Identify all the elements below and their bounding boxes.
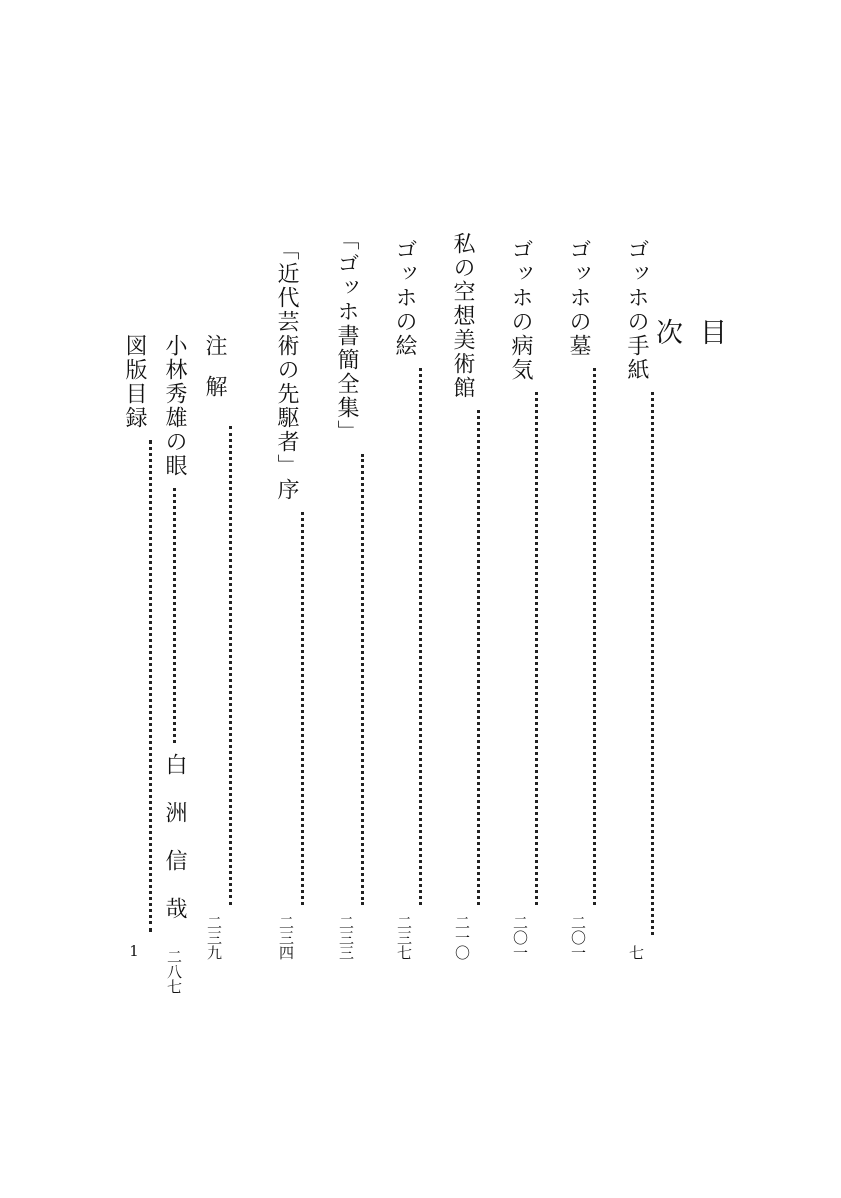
toc-entry-title: 私の空想美術館	[450, 232, 475, 400]
toc-entry[interactable]	[328, 228, 364, 960]
toc-entry-title: 図版目録	[122, 334, 147, 430]
toc-entry-page: 二三四	[277, 915, 295, 960]
dot-leader	[149, 440, 152, 932]
toc-entry-title: ゴッホの手紙	[624, 238, 649, 382]
dot-leader	[535, 392, 538, 905]
dot-leader	[229, 426, 232, 905]
dot-leader	[419, 368, 422, 905]
dot-leader	[651, 392, 654, 935]
toc-entry-author: 白洲信哉	[162, 753, 187, 945]
toc-entry-title: ゴッホの墓	[566, 238, 591, 358]
toc-entry[interactable]	[156, 334, 192, 994]
dot-leader	[361, 454, 364, 905]
toc-entry-title: 注解	[202, 334, 227, 416]
toc-entry-title: 小林秀雄の眼	[162, 334, 187, 478]
toc-entry[interactable]	[268, 238, 304, 960]
toc-entry-page: 二三七	[395, 915, 413, 960]
toc-entry-title: 「近代芸術の先駆者」序	[274, 238, 299, 502]
dot-leader	[477, 410, 480, 905]
toc-entry[interactable]	[196, 334, 232, 960]
toc-entry-page: 七	[627, 945, 645, 960]
toc-entry-title: 「ゴッホ書簡全集」	[334, 228, 359, 444]
dot-leader	[173, 488, 176, 743]
toc-entry[interactable]	[560, 238, 596, 960]
dot-leader	[301, 512, 304, 905]
toc-entry[interactable]	[116, 334, 152, 960]
toc-entry[interactable]	[386, 238, 422, 960]
toc-entry-page: 1	[125, 942, 143, 960]
toc-entry-page: 二〇一	[569, 915, 587, 960]
toc-entry-page: 二三三	[337, 915, 355, 960]
page-heading: 目次	[651, 318, 726, 409]
toc-entry[interactable]	[444, 232, 480, 960]
toc-entry-page: 二八七	[165, 949, 183, 994]
toc-entry-title: ゴッホの病気	[508, 238, 533, 382]
toc-entry-page: 二一〇	[453, 915, 471, 960]
toc-entry-title: ゴッホの絵	[392, 238, 417, 358]
toc-entry-page: 二〇一	[511, 915, 529, 960]
toc-entry[interactable]	[618, 238, 654, 960]
dot-leader	[593, 368, 596, 905]
toc-entry-page: 二三九	[205, 915, 223, 960]
toc-entry[interactable]	[502, 238, 538, 960]
